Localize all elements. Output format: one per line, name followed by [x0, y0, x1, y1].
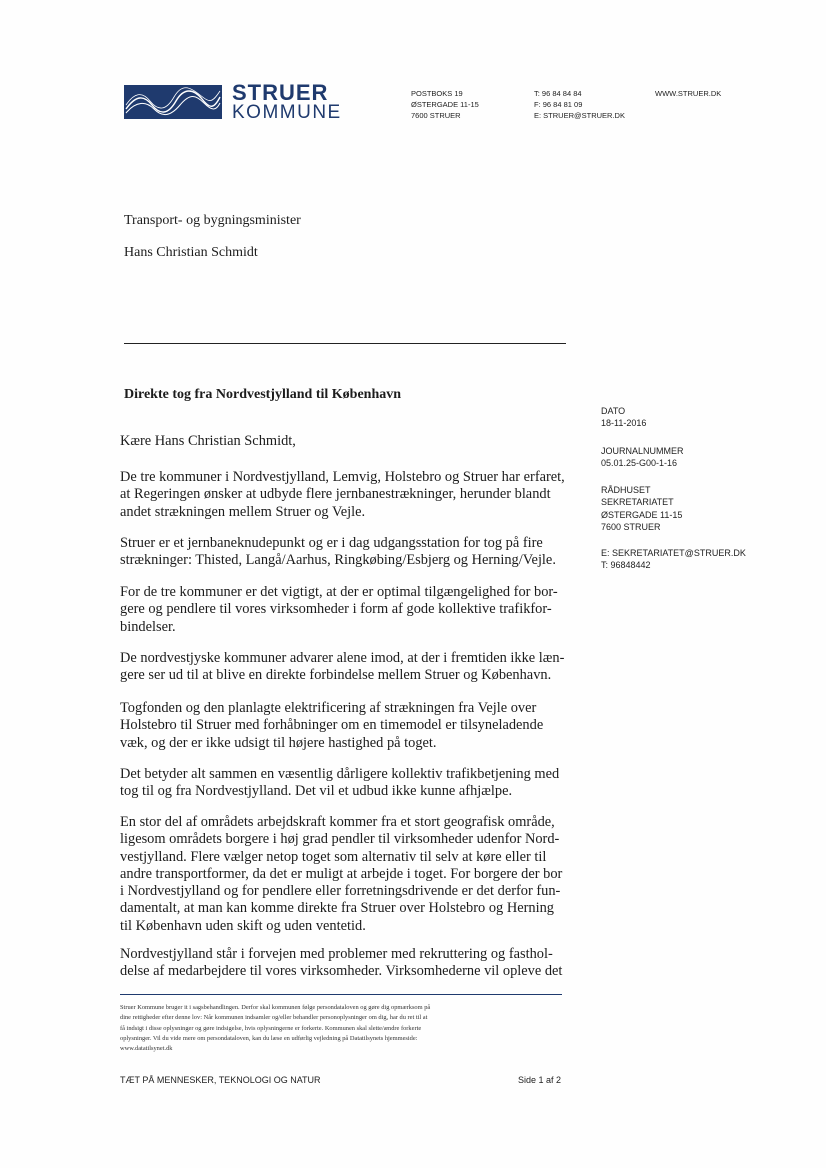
text-line: Togfonden og den planlagte elektrificering af strækningen fra Vejle over [120, 700, 537, 716]
address-line: POSTBOKS 19 [411, 89, 463, 98]
text-line: De nordvestjyske kommuner advarer alene imod, at der i fremtiden ikke læn- [120, 650, 565, 666]
paragraph [120, 650, 575, 685]
text-line: For de tre kommuner er det vigtigt, at der er optimal tilgængelighed for bor- [120, 584, 558, 600]
recipient-title: Transport- og bygningsminister [124, 213, 301, 228]
disclaimer-line: Struer Kommune bruger it i sagsbehandlingen. Derfor skal kommunen følge persondataloven og gøre dig opmærksom på [120, 1004, 431, 1011]
text-line: Nordvestjylland står i forvejen med problemer med rekruttering og fasthol- [120, 946, 553, 962]
text-line: strækninger: Thisted, Langå/Aarhus, Ringkøbing/Esbjerg og Herning/Vejle. [120, 552, 556, 569]
journal-label: JOURNALNUMMER [601, 446, 684, 456]
disclaimer-line: dine rettigheder efter denne lov: Når kommunen indsamler og/eller behandler personoplysninger om dig, har du ret til at [120, 1014, 428, 1022]
text-line: Holstebro til Struer med forhåbninger om en timemodel er tilsyneladende [120, 717, 544, 734]
text-line: Det betyder alt sammen en væsentlig dårligere kollektiv trafikbetjening med [120, 766, 560, 782]
sidebar-office [601, 484, 682, 533]
text-line: delse af medarbejdere til vores virksomheder. Virksomhederne vil opleve det [120, 963, 563, 980]
logo-name-line1: STRUER [232, 80, 329, 105]
paragraph [120, 700, 575, 752]
paragraph [120, 469, 575, 521]
header-contact [534, 88, 625, 121]
journal-value: 05.01.25-G00-1-16 [601, 458, 678, 469]
office-line: SEKRETARIATET [601, 497, 674, 508]
phone-line: T: 96 84 84 84 [534, 89, 582, 98]
page-number: Side 1 af 2 [518, 1075, 562, 1085]
sidebar-phone: T: 96848442 [601, 560, 651, 571]
text-line: i Nordvestjylland og for pendlere eller forretningsdrivende er det derfor fun- [120, 883, 561, 900]
text-line: damentalt, at man kan komme direkte fra Struer over Holstebro og Herning [120, 900, 554, 917]
header-website: WWW.STRUER.DK [655, 89, 722, 98]
sidebar-journal [601, 445, 684, 470]
email-line: E: STRUER@STRUER.DK [534, 111, 625, 120]
text-line: til København uden skift og uden ventetid. [120, 917, 366, 934]
header-address [411, 88, 479, 121]
privacy-disclaimer [120, 1003, 566, 1054]
text-line: andet strækningen mellem Struer og Vejle. [120, 503, 366, 520]
text-line: bindelser. [120, 618, 176, 635]
struer-wave-logo-icon [124, 85, 222, 119]
fax-line: F: 96 84 81 09 [534, 100, 583, 109]
office-line: 7600 STRUER [601, 521, 661, 532]
paragraph [120, 766, 575, 801]
disclaimer-line: www.datatilsynet.dk [120, 1045, 173, 1053]
footer-tagline: TÆT PÅ MENNESKER, TEKNOLOGI OG NATUR [120, 1075, 321, 1085]
footer-divider [120, 994, 562, 995]
sidebar-date [601, 405, 646, 430]
salutation: Kære Hans Christian Schmidt, [120, 433, 296, 449]
letter-subject: Direkte tog fra Nordvestjylland til København [124, 387, 402, 402]
text-line: tog til og fra Nordvestjylland. Det vil et udbud ikke kunne afhjælpe. [120, 783, 513, 800]
text-line: andre transportformer, da det er muligt at arbejde i toget. For borgere der bor [120, 865, 563, 882]
logo-name-line2: KOMMUNE [232, 102, 342, 123]
office-line: ØSTERGADE 11-15 [601, 509, 683, 520]
text-line: vestjylland. Flere vælger netop toget som alternativ til selv at køre eller til [120, 848, 547, 865]
text-line: En stor del af områdets arbejdskraft kommer fra et stort geografisk område, [120, 814, 555, 830]
recipient-name: Hans Christian Schmidt [124, 245, 258, 260]
date-label: DATO [601, 406, 626, 416]
paragraph [120, 584, 575, 636]
date-value: 18-11-2016 [601, 418, 647, 429]
sidebar-email: E: SEKRETARIATET@STRUER.DK [601, 548, 746, 558]
address-line: 7600 STRUER [411, 111, 461, 120]
text-line: gere ser ud til at blive en direkte forbindelse mellem Struer og København. [120, 667, 552, 684]
text-line: gere og pendlere til vores virksomheder i form af gode kollektive trafikfor- [120, 601, 552, 618]
disclaimer-line: få indsigt i disse oplysninger og gøre indsigelse, hvis oplysningerne er forkerte. Kommunen skal slette/ændre forkerte [120, 1024, 422, 1032]
disclaimer-line: oplysninger. Vil du vide mere om persondataloven, kan du læse en udførlig vejledning på Datatilsynets hjemmeside: [120, 1034, 418, 1042]
paragraph [120, 814, 575, 935]
paragraph [120, 535, 575, 570]
text-line: De tre kommuner i Nordvestjylland, Lemvig, Holstebro og Struer har erfaret, [120, 469, 565, 485]
text-line: at Regeringen ønsker at udbyde flere jernbanestrækninger, herunder blandt [120, 486, 551, 503]
text-line: Struer er et jernbaneknudepunkt og er i dag udgangsstation for tog på fire [120, 535, 543, 551]
sidebar-contact [601, 547, 746, 572]
divider [124, 343, 566, 344]
office-line: RÅDHUSET [601, 485, 651, 495]
paragraph [120, 946, 575, 981]
address-line: ØSTERGADE 11-15 [411, 100, 479, 109]
text-line: ligesom områdets borgere i høj grad pendler til virksomheder udenfor Nord- [120, 831, 560, 848]
text-line: væk, og der er ikke udsigt til højere hastighed på toget. [120, 734, 437, 751]
